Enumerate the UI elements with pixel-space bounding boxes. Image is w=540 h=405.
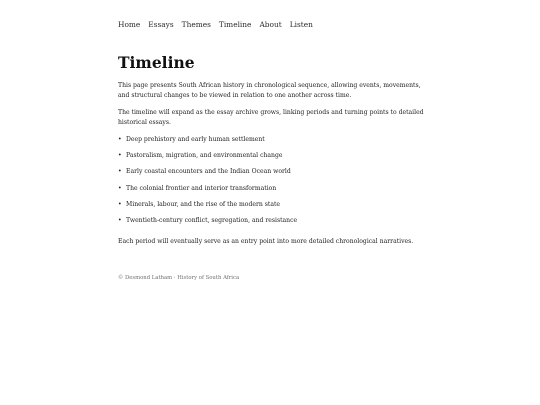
list-item bbox=[118, 167, 428, 183]
page-content bbox=[118, 81, 428, 254]
site-footer: © Desmond Latham · History of South Africa bbox=[118, 275, 240, 281]
nav-item-timeline[interactable]: Timeline bbox=[218, 20, 252, 29]
nav-item-home[interactable]: Home bbox=[118, 20, 141, 29]
closing-paragraph: Each period will eventually serve as an entry point into more detailed chronological narratives. bbox=[118, 238, 414, 246]
list-item bbox=[118, 200, 428, 216]
bullet-icon: • bbox=[118, 200, 122, 208]
period-label: The colonial frontier and interior transformation bbox=[126, 184, 277, 192]
period-label: Minerals, labour, and the rise of the modern state bbox=[126, 200, 281, 208]
period-label: Deep prehistory and early human settlement bbox=[126, 135, 265, 143]
nav-item-themes[interactable]: Themes bbox=[181, 20, 211, 29]
nav-item-essays[interactable]: Essays bbox=[148, 20, 174, 29]
bullet-icon: • bbox=[118, 135, 122, 143]
period-label: Pastoralism, migration, and environmental change bbox=[126, 151, 283, 159]
list-item bbox=[118, 151, 428, 167]
bullet-icon: • bbox=[118, 217, 122, 225]
period-label: Twentieth-century conflict, segregation, and resistance bbox=[126, 217, 298, 225]
nav-item-about[interactable]: About bbox=[259, 20, 282, 29]
list-item bbox=[118, 216, 428, 232]
period-list bbox=[118, 135, 428, 233]
bullet-icon: • bbox=[118, 168, 122, 176]
site-nav bbox=[118, 20, 313, 30]
list-item bbox=[118, 184, 428, 200]
bullet-icon: • bbox=[118, 184, 122, 192]
list-item bbox=[118, 135, 428, 151]
period-label: Early coastal encounters and the Indian Ocean world bbox=[126, 168, 291, 176]
bullet-icon: • bbox=[118, 151, 122, 159]
expansion-paragraph: The timeline will expand as the essay archive grows, linking periods and turning points to detailed historical essays. bbox=[118, 108, 424, 127]
nav-item-listen[interactable]: Listen bbox=[289, 20, 313, 29]
intro-paragraph: This page presents South African history in chronological sequence, allowing events, movements, and structural changes to be viewed in relation to one another across time. bbox=[118, 82, 421, 100]
page-title: Timeline bbox=[118, 53, 195, 72]
